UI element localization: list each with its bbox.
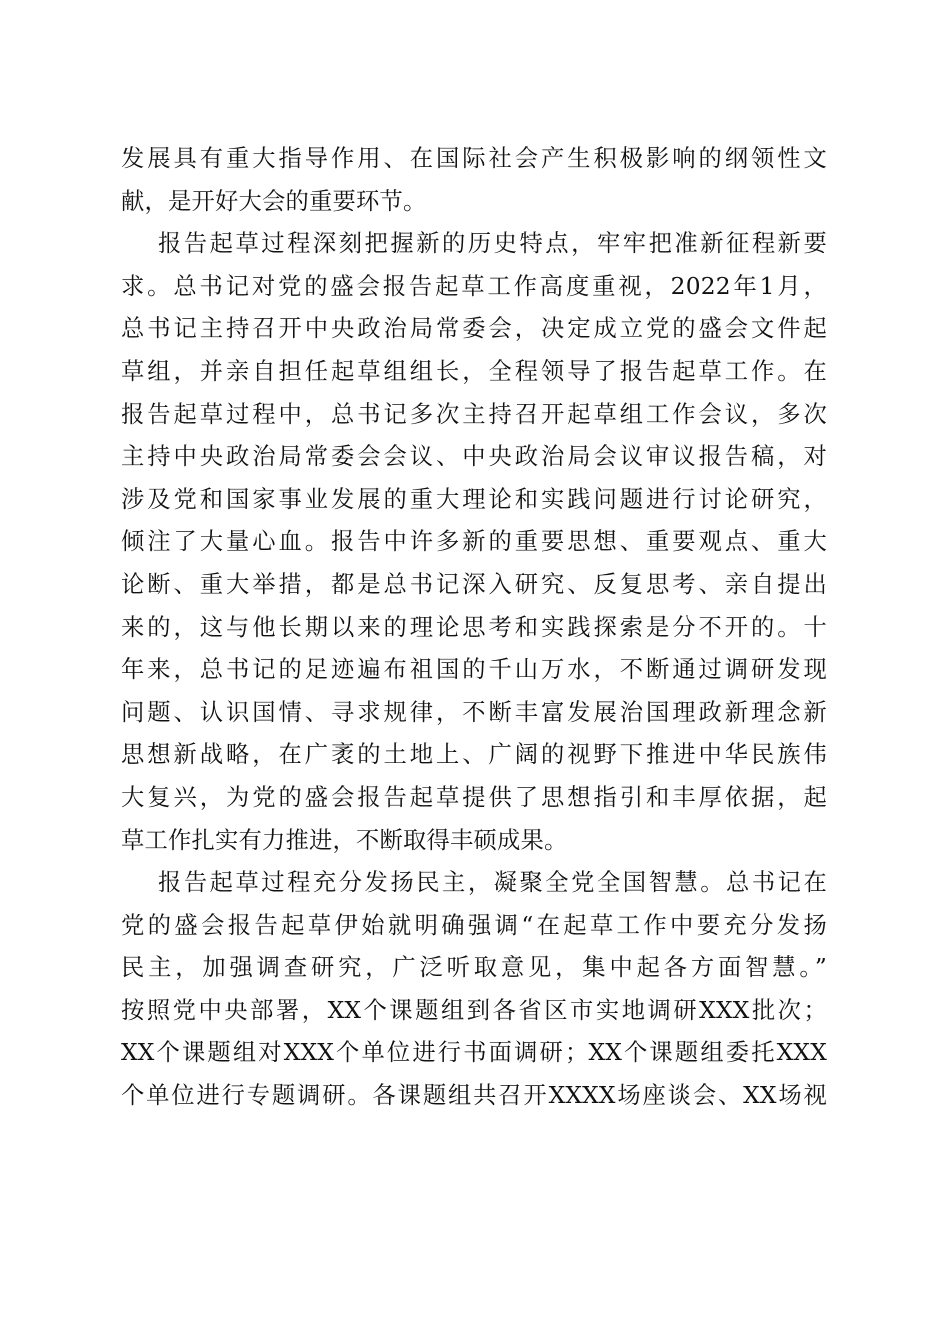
text-line: 按照党中央部署，XX个课题组到各省区市实地调研XXX批次； [121, 996, 827, 1024]
text-line: 党的盛会报告起草伊始就明确强调“在起草工作中要充分发扬 [121, 911, 827, 939]
text-line: 来的，这与他长期以来的理论思考和实践探索是分不开的。十 [121, 613, 827, 641]
text-line: 主持中央政治局常委会会议、中央政治局会议审议报告稿，对 [121, 443, 827, 471]
text-line: 总书记主持召开中央政治局常委会，决定成立党的盛会文件起 [121, 315, 827, 343]
text-line: 问题、认识国情、寻求规律，不断丰富发展治国理政新理念新 [121, 698, 827, 726]
text-line: 涉及党和国家事业发展的重大理论和实践问题进行讨论研究， [121, 485, 827, 513]
document-body [121, 138, 827, 1118]
text-line: 大复兴，为党的盛会报告起草提供了思想指引和丰厚依据，起 [121, 783, 827, 811]
text-line: 草组，并亲自担任起草组组长，全程领导了报告起草工作。在 [121, 357, 827, 385]
text-line: 发展具有重大指导作用、在国际社会产生积极影响的纲领性文 [121, 145, 827, 172]
text-line: 民主，加强调查研究，广泛听取意见，集中起各方面智慧。” [121, 954, 827, 982]
text-line: 草工作扎实有力推进，不断取得丰硕成果。 [121, 826, 568, 854]
text-line: 思想新战略，在广袤的土地上、广阔的视野下推进中华民族伟 [121, 741, 827, 769]
text-line: 年来，总书记的足迹遍布祖国的千山万水，不断通过调研发现 [121, 656, 827, 684]
text-line: 献，是开好大会的重要环节。 [121, 187, 427, 215]
paragraph-start-line: 报告起草过程充分发扬民主，凝聚全党全国智慧。总书记在 [158, 869, 827, 897]
text-line: 求。总书记对党的盛会报告起草工作高度重视，2022年1月， [121, 272, 827, 300]
text-line: 报告起草过程中，总书记多次主持召开起草组工作会议，多次 [121, 400, 827, 428]
text-line: XX个课题组对XXX个单位进行书面调研；XX个课题组委托XXX [121, 1039, 827, 1067]
text-line: 论断、重大举措，都是总书记深入研究、反复思考、亲自提出 [121, 570, 827, 598]
text-line: 个单位进行专题调研。各课题组共召开XXXX场座谈会、XX场视 [121, 1082, 827, 1110]
text-line: 倾注了大量心血。报告中许多新的重要思想、重要观点、重大 [121, 528, 827, 556]
paragraph-start-line: 报告起草过程深刻把握新的历史特点，牢牢把准新征程新要 [158, 230, 827, 258]
